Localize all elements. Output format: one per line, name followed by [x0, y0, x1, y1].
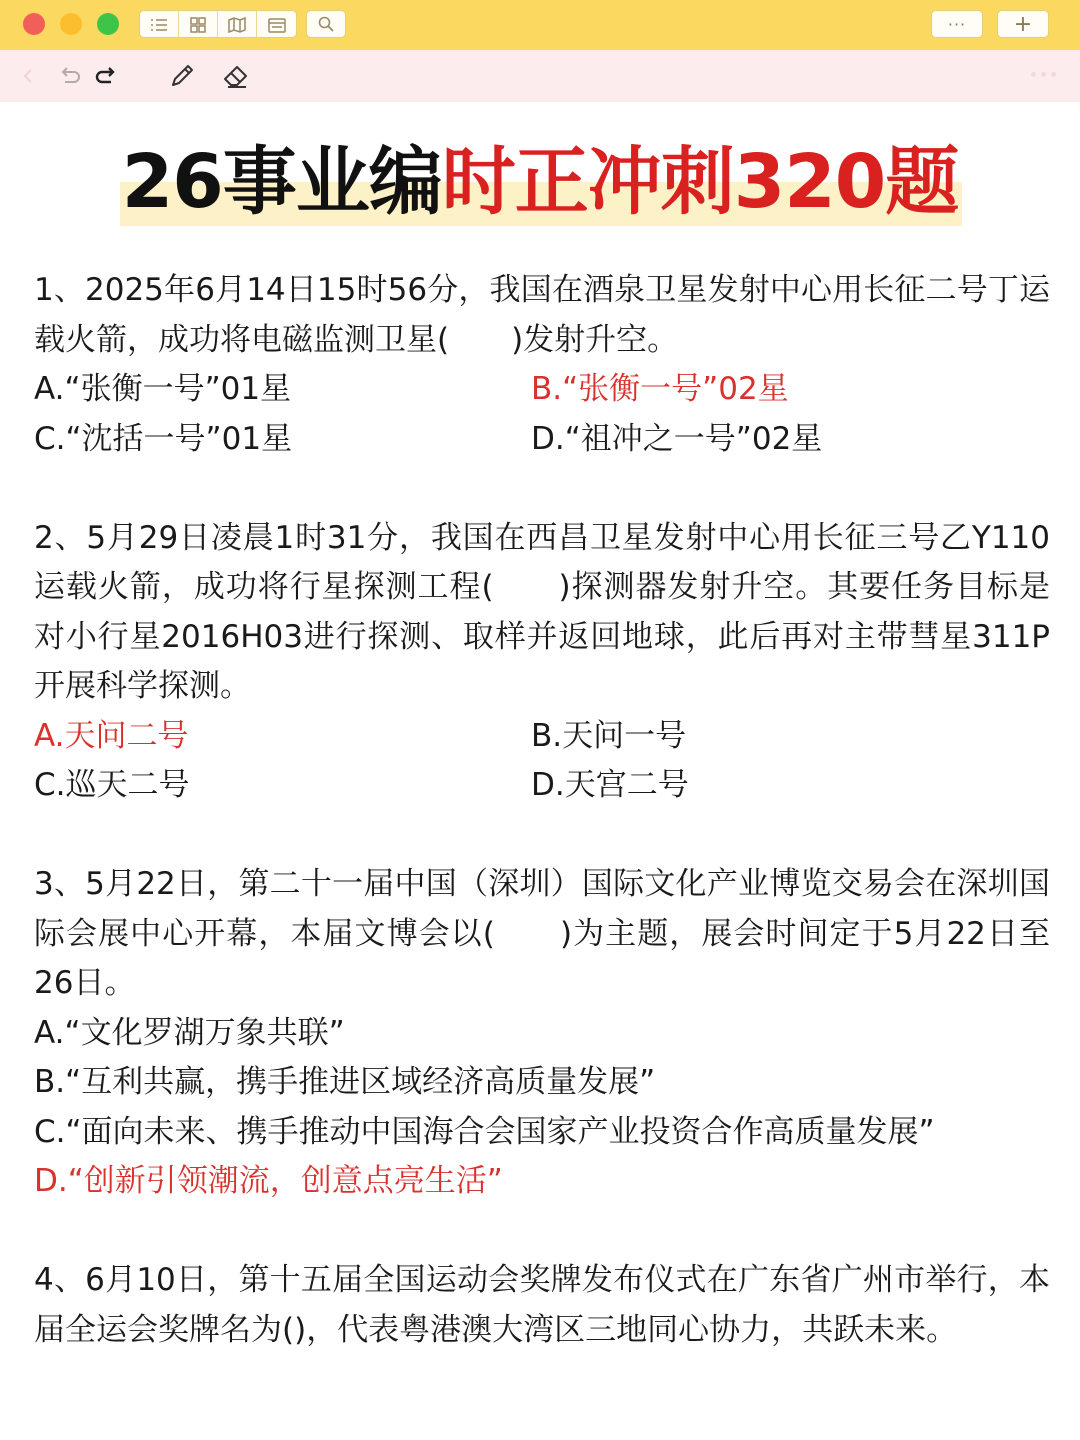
option-d: D.天宫二号 — [531, 767, 689, 803]
option-a: A.“张衡一号”01星 — [34, 371, 292, 407]
question-stem: 4、6月10日，第十五届全国运动会奖牌发布仪式在广东省广州市举行，本届全运会奖牌名为()，代表粤港澳大湾区三地同心协力，共跃未来。 — [34, 1262, 1050, 1348]
grid-icon — [190, 17, 206, 33]
undo-icon — [59, 67, 81, 85]
window-view-button[interactable] — [257, 11, 296, 38]
close-window-button[interactable] — [23, 13, 45, 35]
undo-button[interactable] — [56, 62, 84, 90]
pen-icon — [169, 63, 195, 89]
list-view-button[interactable] — [140, 11, 179, 38]
map-icon — [228, 17, 246, 33]
redo-button[interactable] — [92, 62, 120, 90]
document-title — [0, 130, 1080, 240]
question-stem: 3、5月22日，第二十一届中国（深圳）国际文化产业博览交易会在深圳国际会展中心开幕，本届文博会以( )为主题，展会时间定于5月22日至26日。 — [34, 866, 1050, 1001]
eraser-tool-button[interactable] — [222, 62, 250, 90]
grid-view-button[interactable] — [179, 11, 218, 38]
option-list — [34, 365, 1050, 464]
maximize-window-button[interactable] — [97, 13, 119, 35]
question-2 — [34, 514, 1050, 811]
search-icon — [318, 16, 334, 32]
option-b: B.“互利共赢，携手推进区域经济高质量发展” — [34, 1064, 656, 1100]
more-icon: ··· — [947, 14, 967, 34]
window-titlebar — [0, 0, 1080, 50]
list-icon — [150, 18, 168, 32]
option-c: C.巡天二号 — [34, 767, 190, 803]
question-stem: 1、2025年6月14日15时56分，我国在酒泉卫星发射中心用长征二号丁运载火箭，成功将电磁监测卫星( )发射升空。 — [34, 272, 1050, 358]
view-toggle-group — [139, 10, 297, 38]
window-icon — [268, 18, 286, 33]
option-a: A.“文化罗湖万象共联” — [34, 1014, 345, 1051]
plus-icon: + — [1013, 11, 1033, 37]
map-view-button[interactable] — [218, 11, 257, 38]
question-stem: 2、5月29日凌晨1时31分，我国在西昌卫星发射中心用长征三号乙Y110运载火箭，成功将行星探测工程( )探测器发射升空。其要任务目标是对小行星2016H03进行探测、取样并返回地球，此后再对主带彗星311P开展科学探测。 — [34, 519, 1050, 704]
title-red-part: 时正冲刺320题 — [441, 139, 959, 225]
edit-toolbar — [0, 50, 1080, 102]
option-c: C.“沈括一号”01星 — [34, 420, 293, 457]
eraser-icon — [222, 63, 250, 89]
pen-tool-button[interactable] — [168, 62, 196, 90]
option-b-correct: B.“张衡一号”02星 — [531, 371, 789, 407]
overflow-dots — [1031, 72, 1056, 77]
option-list — [34, 712, 1050, 811]
question-3 — [34, 860, 1050, 1207]
option-d: D.“祖冲之一号”02星 — [531, 420, 823, 457]
question-list — [34, 266, 1050, 1355]
add-button[interactable] — [997, 10, 1049, 38]
page-title — [0, 130, 1080, 234]
option-list — [34, 1009, 1050, 1207]
option-a-correct: A.天问二号 — [34, 717, 189, 754]
back-button[interactable] — [14, 62, 42, 90]
more-button[interactable] — [931, 10, 983, 38]
chevron-left-icon — [22, 68, 34, 84]
redo-icon — [95, 67, 117, 85]
title-black-part: 26事业编 — [121, 139, 442, 225]
question-4 — [34, 1256, 1050, 1355]
question-1 — [34, 266, 1050, 464]
minimize-window-button[interactable] — [60, 13, 82, 35]
option-b: B.天问一号 — [531, 717, 687, 754]
option-c: C.“面向未来、携手推动中国海合会国家产业投资合作高质量发展” — [34, 1113, 935, 1150]
search-button[interactable] — [306, 10, 346, 38]
option-d-correct: D.“创新引领潮流，创意点亮生活” — [34, 1163, 503, 1199]
